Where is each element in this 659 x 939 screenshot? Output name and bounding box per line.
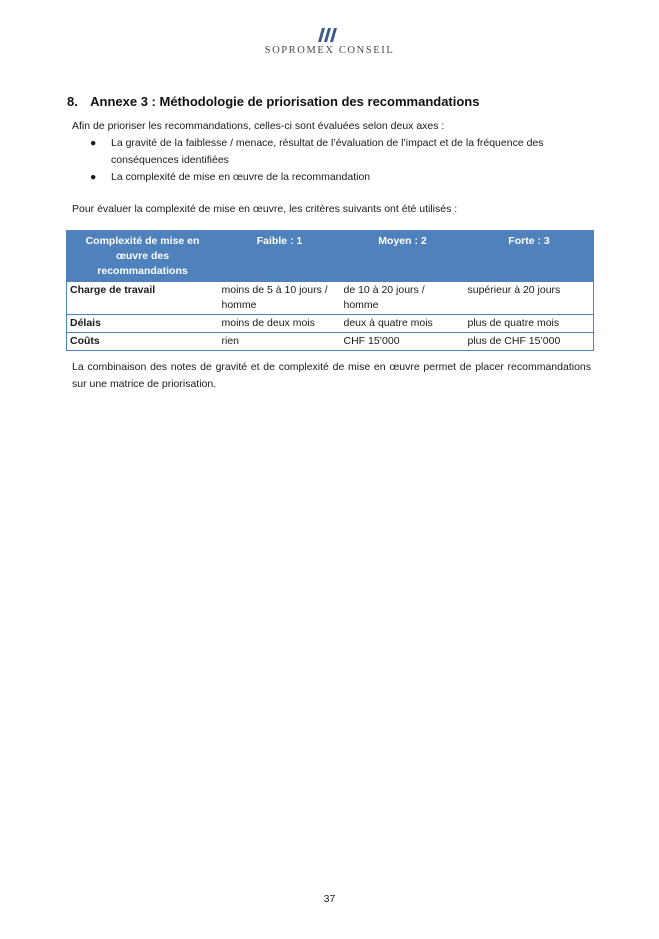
criteria-intro-paragraph: Pour évaluer la complexité de mise en œuvre, les critères suivants ont été utilisés : bbox=[72, 203, 458, 215]
page-number: 37 bbox=[323, 893, 336, 905]
section-number: 8. bbox=[67, 94, 78, 109]
list-item bbox=[90, 169, 600, 186]
table-cell: CHF 15’000 bbox=[341, 333, 465, 351]
table-cell: moins de deux mois bbox=[219, 315, 341, 333]
table-row bbox=[67, 333, 594, 351]
table-header-cell: Faible : 1 bbox=[219, 231, 341, 282]
sopromex-logo-icon bbox=[315, 28, 343, 42]
bullet-icon: ● bbox=[90, 171, 97, 183]
table-cell: moins de 5 à 10 jours / homme bbox=[219, 282, 341, 315]
table-header-cell: Forte : 3 bbox=[465, 231, 594, 282]
section-heading bbox=[67, 94, 479, 109]
table-cell: Coûts bbox=[67, 333, 219, 351]
company-name: SOPROMEX CONSEIL bbox=[264, 45, 395, 56]
table-header-row bbox=[67, 231, 594, 282]
table-row bbox=[67, 282, 594, 315]
bullet-icon: ● bbox=[90, 137, 97, 149]
table-header-cell: Complexité de mise en œuvre des recommandations bbox=[67, 231, 219, 282]
table-cell: Charge de travail bbox=[67, 282, 219, 315]
table-cell: supérieur à 20 jours bbox=[465, 282, 594, 315]
list-item-text: La gravité de la faiblesse / menace, résultat de l’évaluation de l’impact et de la fréquence des conséquences identifiées bbox=[111, 137, 544, 166]
table-cell: Délais bbox=[67, 315, 219, 333]
table-row bbox=[67, 315, 594, 333]
table-header-cell: Moyen : 2 bbox=[341, 231, 465, 282]
table-cell: rien bbox=[219, 333, 341, 351]
table-cell: plus de CHF 15’000 bbox=[465, 333, 594, 351]
table-cell: deux à quatre mois bbox=[341, 315, 465, 333]
intro-paragraph: Afin de prioriser les recommandations, celles-ci sont évaluées selon deux axes : bbox=[72, 120, 445, 132]
table-cell: de 10 à 20 jours / homme bbox=[341, 282, 465, 315]
table-cell: plus de quatre mois bbox=[465, 315, 594, 333]
list-item-text: La complexité de mise en œuvre de la recommandation bbox=[111, 171, 371, 183]
criteria-axes-list bbox=[90, 135, 600, 186]
conclusion-paragraph: La combinaison des notes de gravité et de complexité de mise en œuvre permet de placer recommandations sur une matrice de priorisation. bbox=[72, 361, 591, 390]
complexity-criteria-table bbox=[66, 230, 594, 351]
list-item bbox=[90, 135, 600, 169]
section-title: Annexe 3 : Méthodologie de priorisation des recommandations bbox=[90, 94, 480, 109]
